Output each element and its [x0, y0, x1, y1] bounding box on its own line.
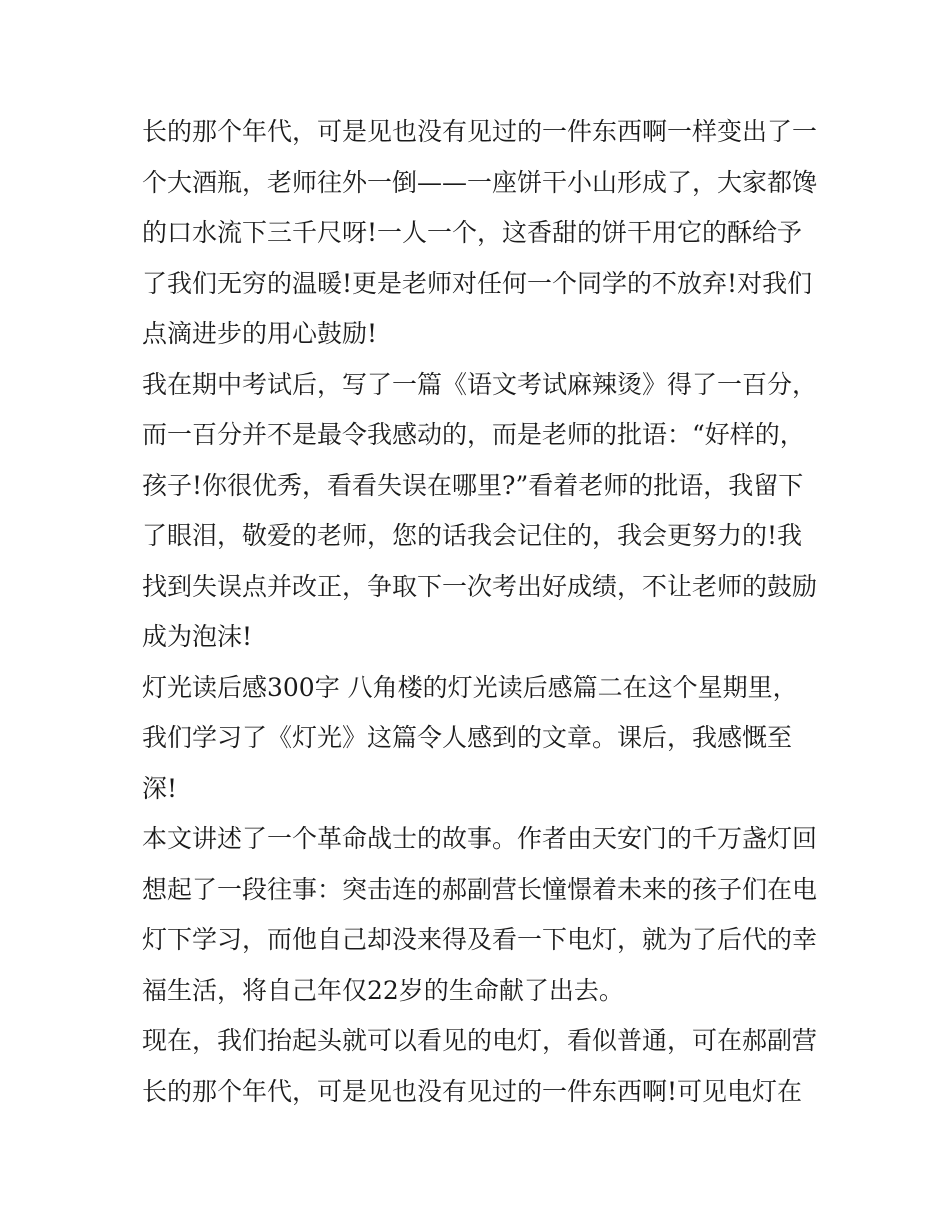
text-line: 我们学习了《灯光》这篇令人感到的文章。课后，我感慨至 [142, 723, 793, 752]
text-line: 孩子!你很优秀，看看失误在哪里?”看着老师的批语，我留下 [142, 470, 804, 500]
text-line: 个大酒瓶，老师往外一倒——一座饼干小山形成了，大家都馋 [142, 167, 818, 197]
document-body [142, 107, 822, 1117]
text-line: 了眼泪，敬爱的老师，您的话我会记住的，我会更努力的!我 [142, 521, 803, 550]
text-line: 找到失误点并改正，争取下一次考出好成绩，不让老师的鼓励 [142, 571, 818, 601]
text-line: 而一百分并不是最令我感动的，而是老师的批语：“好样的， [142, 420, 805, 449]
text-line: 本文讲述了一个革命战士的故事。作者由天安门的千万盏灯回 [142, 824, 818, 853]
text-line: 灯光读后感300字 八角楼的灯光读后感篇二在这个星期里， [142, 672, 798, 702]
text-line: 现在，我们抬起头就可以看见的电灯，看似普通，可在郝副营 [142, 1026, 818, 1055]
text-line: 长的那个年代，可是见也没有见过的一件东西啊!可见电灯在 [142, 1076, 803, 1106]
text-line: 点滴进步的用心鼓励! [142, 319, 378, 348]
text-line: 灯下学习，而他自己却没来得及看一下电灯，就为了后代的幸 [142, 925, 818, 954]
text-line: 了我们无穷的温暖!更是老师对任何一个同学的不放弃!对我们 [142, 268, 813, 298]
text-line: 想起了一段往事：突击连的郝副营长憧憬着未来的孩子们在电 [142, 874, 818, 904]
text-line: 深! [142, 773, 178, 803]
text-line: 的口水流下三千尺呀!一人一个，这香甜的饼干用它的酥给予 [142, 218, 803, 247]
text-line: 长的那个年代，可是见也没有见过的一件东西啊一样变出了一 [142, 117, 818, 146]
text-line: 福生活，将自己年仅22岁的生命献了出去。 [142, 975, 624, 1005]
text-line: 我在期中考试后，写了一篇《语文考试麻辣烫》得了一百分， [142, 369, 818, 399]
text-line: 成为泡沫! [142, 622, 253, 651]
